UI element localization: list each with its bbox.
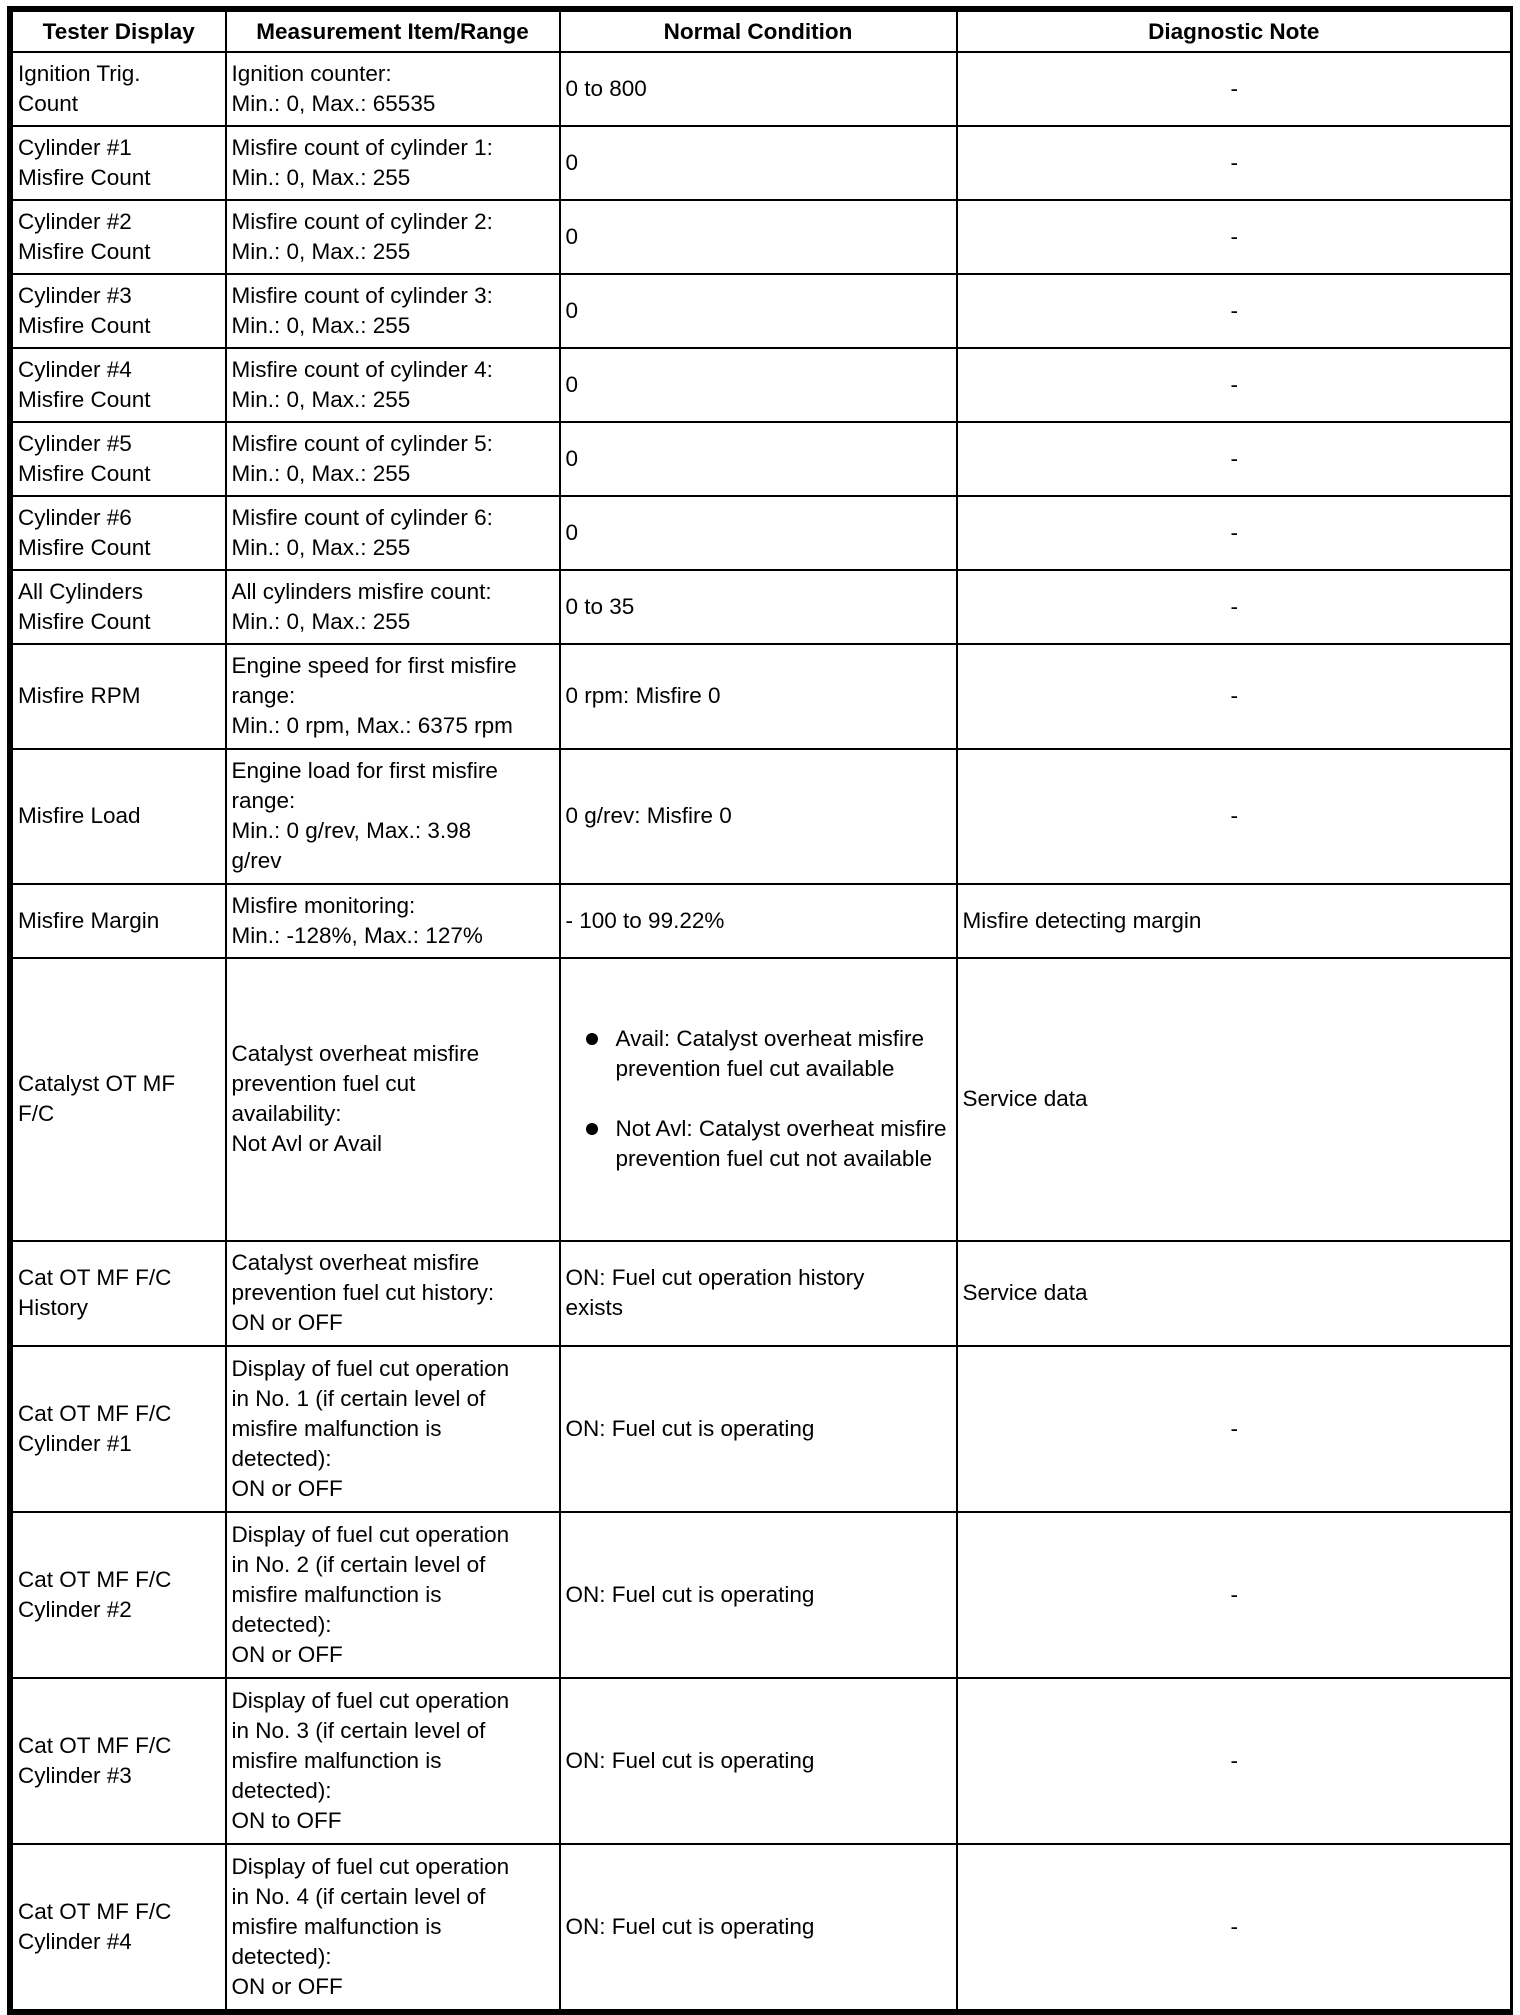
cell-normal-condition: 0 g/rev: Misfire 0	[560, 749, 957, 884]
cell-normal-condition: ON: Fuel cut is operating	[560, 1512, 957, 1678]
cell-diagnostic-note: Service data	[957, 1241, 1512, 1346]
cell-tester-display: Cylinder #6 Misfire Count	[12, 496, 226, 570]
cell-normal-condition: ON: Fuel cut is operating	[560, 1346, 957, 1512]
cell-measurement: Engine load for first misfire range: Min.: 0 g/rev, Max.: 3.98 g/rev	[226, 749, 560, 884]
cell-tester-display: Misfire RPM	[12, 644, 226, 749]
cell-diagnostic-note: -	[957, 1678, 1512, 1844]
cell-measurement: Engine speed for first misfire range: Min.: 0 rpm, Max.: 6375 rpm	[226, 644, 560, 749]
table-row	[12, 496, 1512, 570]
table-row	[12, 1241, 1512, 1346]
cell-diagnostic-note: -	[957, 749, 1512, 884]
cell-tester-display: Misfire Load	[12, 749, 226, 884]
table-row	[12, 1844, 1512, 2011]
cell-tester-display: Cat OT MF F/C Cylinder #4	[12, 1844, 226, 2011]
cell-diagnostic-note: Misfire detecting margin	[957, 884, 1512, 958]
cell-measurement: Catalyst overheat misfire prevention fuel cut availability: Not Avl or Avail	[226, 958, 560, 1241]
cell-tester-display: Ignition Trig. Count	[12, 52, 226, 126]
cell-diagnostic-note: -	[957, 1844, 1512, 2011]
bullet-icon	[586, 1033, 598, 1045]
cell-measurement: Misfire count of cylinder 5: Min.: 0, Max.: 255	[226, 422, 560, 496]
cell-measurement: Misfire count of cylinder 6: Min.: 0, Max.: 255	[226, 496, 560, 570]
table-row	[12, 52, 1512, 126]
cell-tester-display: All Cylinders Misfire Count	[12, 570, 226, 644]
cell-diagnostic-note: -	[957, 644, 1512, 749]
cell-measurement: Display of fuel cut operation in No. 3 (if certain level of misfire malfunction is detected): ON to OFF	[226, 1678, 560, 1844]
table-row	[12, 884, 1512, 958]
cell-measurement: Display of fuel cut operation in No. 4 (if certain level of misfire malfunction is detected): ON or OFF	[226, 1844, 560, 2011]
cell-tester-display: Cylinder #1 Misfire Count	[12, 126, 226, 200]
cell-tester-display: Cat OT MF F/C Cylinder #1	[12, 1346, 226, 1512]
cell-normal-condition: 0	[560, 496, 957, 570]
table-row	[12, 200, 1512, 274]
cell-measurement: Misfire count of cylinder 2: Min.: 0, Max.: 255	[226, 200, 560, 274]
table-row	[12, 958, 1512, 1241]
cell-normal-condition: ON: Fuel cut is operating	[560, 1678, 957, 1844]
cell-tester-display: Cat OT MF F/C History	[12, 1241, 226, 1346]
cell-diagnostic-note: -	[957, 348, 1512, 422]
table-row	[12, 749, 1512, 884]
cell-measurement: Catalyst overheat misfire prevention fuel cut history: ON or OFF	[226, 1241, 560, 1346]
cell-normal-condition: 0	[560, 126, 957, 200]
cell-diagnostic-note: -	[957, 200, 1512, 274]
cell-diagnostic-note: -	[957, 274, 1512, 348]
cell-tester-display: Cylinder #3 Misfire Count	[12, 274, 226, 348]
cell-normal-condition: - 100 to 99.22%	[560, 884, 957, 958]
data-list-table	[10, 9, 1513, 2012]
cell-tester-display: Catalyst OT MF F/C	[12, 958, 226, 1241]
cell-measurement: Display of fuel cut operation in No. 2 (if certain level of misfire malfunction is detected): ON or OFF	[226, 1512, 560, 1678]
cell-measurement: Display of fuel cut operation in No. 1 (if certain level of misfire malfunction is detected): ON or OFF	[226, 1346, 560, 1512]
cell-diagnostic-note: -	[957, 570, 1512, 644]
list-item	[566, 1114, 952, 1174]
cell-normal-condition: 0	[560, 274, 957, 348]
header-row	[12, 11, 1512, 53]
cell-tester-display: Cylinder #2 Misfire Count	[12, 200, 226, 274]
cell-measurement: All cylinders misfire count: Min.: 0, Max.: 255	[226, 570, 560, 644]
table-row	[12, 348, 1512, 422]
table-row	[12, 1678, 1512, 1844]
table-row	[12, 274, 1512, 348]
cell-diagnostic-note: -	[957, 52, 1512, 126]
bullet-icon	[586, 1123, 598, 1135]
cell-diagnostic-note: -	[957, 496, 1512, 570]
cell-diagnostic-note: -	[957, 1346, 1512, 1512]
cell-diagnostic-note: -	[957, 1512, 1512, 1678]
bullet-text: Not Avl: Catalyst overheat misfire prevention fuel cut not available	[615, 1116, 947, 1171]
header-tester-display: Tester Display	[12, 11, 226, 53]
table-row	[12, 126, 1512, 200]
table-row	[12, 1512, 1512, 1678]
header-diagnostic-note: Diagnostic Note	[957, 11, 1512, 53]
cell-diagnostic-note: -	[957, 422, 1512, 496]
cell-diagnostic-note: -	[957, 126, 1512, 200]
cell-normal-condition: 0	[560, 348, 957, 422]
cell-tester-display: Cylinder #5 Misfire Count	[12, 422, 226, 496]
cell-measurement: Misfire count of cylinder 3: Min.: 0, Max.: 255	[226, 274, 560, 348]
cell-tester-display: Cat OT MF F/C Cylinder #2	[12, 1512, 226, 1678]
table-row	[12, 644, 1512, 749]
header-normal-condition: Normal Condition	[560, 11, 957, 53]
cell-normal-condition: ON: Fuel cut operation history exists	[560, 1241, 957, 1346]
bullet-text: Avail: Catalyst overheat misfire prevention fuel cut available	[615, 1026, 924, 1081]
cell-measurement: Misfire count of cylinder 1: Min.: 0, Max.: 255	[226, 126, 560, 200]
cell-measurement: Misfire count of cylinder 4: Min.: 0, Max.: 255	[226, 348, 560, 422]
cell-tester-display: Cat OT MF F/C Cylinder #3	[12, 1678, 226, 1844]
table-row	[12, 422, 1512, 496]
cell-measurement: Misfire monitoring: Min.: -128%, Max.: 127%	[226, 884, 560, 958]
cell-diagnostic-note: Service data	[957, 958, 1512, 1241]
cell-normal-condition: ON: Fuel cut is operating	[560, 1844, 957, 2011]
cell-normal-condition: 0 rpm: Misfire 0	[560, 644, 957, 749]
cell-tester-display: Misfire Margin	[12, 884, 226, 958]
list-item	[566, 1024, 952, 1084]
cell-normal-condition: 0 to 35	[560, 570, 957, 644]
cell-normal-condition: 0	[560, 422, 957, 496]
cell-normal-condition	[560, 958, 957, 1241]
table-row	[12, 1346, 1512, 1512]
cell-tester-display: Cylinder #4 Misfire Count	[12, 348, 226, 422]
cell-normal-condition: 0	[560, 200, 957, 274]
cell-measurement: Ignition counter: Min.: 0, Max.: 65535	[226, 52, 560, 126]
normal-condition-bullet-list	[566, 994, 952, 1204]
data-list-sheet	[7, 6, 1513, 2015]
table-row	[12, 570, 1512, 644]
cell-normal-condition: 0 to 800	[560, 52, 957, 126]
header-measurement-item: Measurement Item/Range	[226, 11, 560, 53]
